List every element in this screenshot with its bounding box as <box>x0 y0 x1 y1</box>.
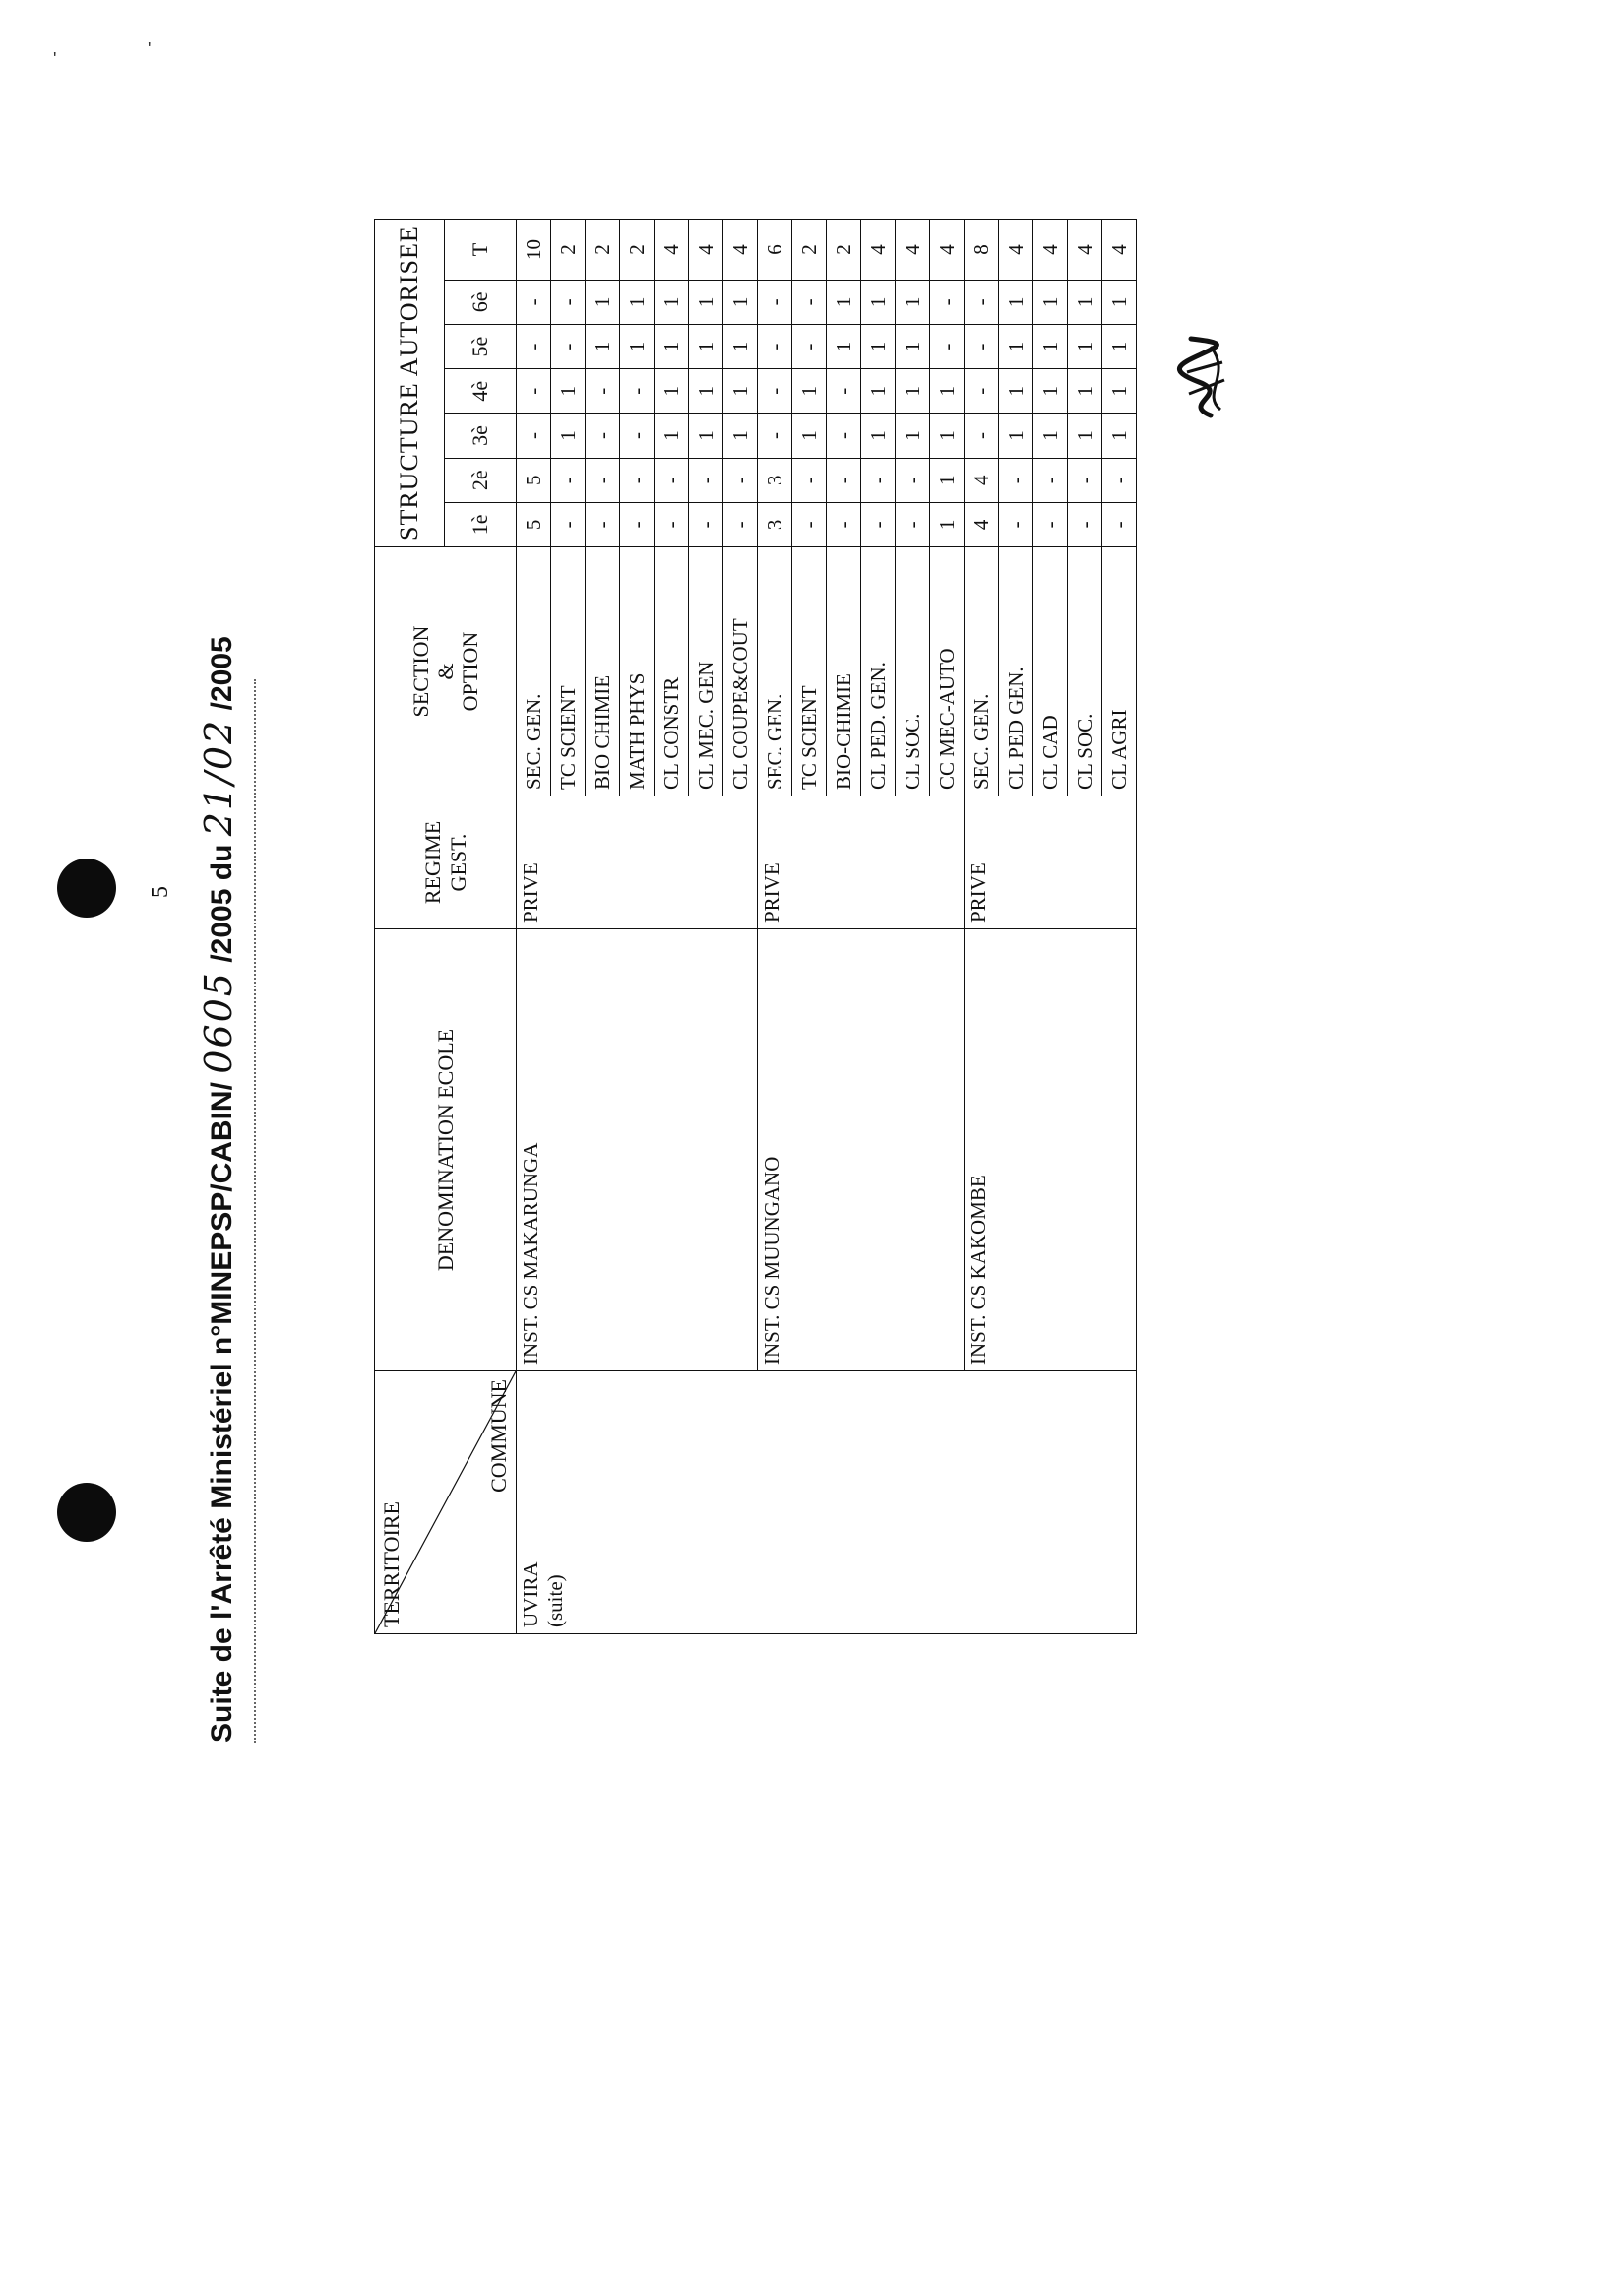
class-count-cell: 1 <box>655 369 689 414</box>
class-count-cell: 1 <box>896 280 930 324</box>
section-option: CC MEC-AUTO <box>930 547 965 796</box>
class-count-cell: 1 <box>999 324 1033 368</box>
class-total-cell: 2 <box>620 220 655 281</box>
class-count-cell: - <box>655 458 689 502</box>
class-count-cell: - <box>551 502 586 546</box>
class-count-cell: - <box>1033 502 1068 546</box>
class-count-cell: 1 <box>620 280 655 324</box>
class-count-cell: - <box>792 280 827 324</box>
class-count-cell: - <box>1068 458 1102 502</box>
class-count-cell: 1 <box>930 502 965 546</box>
class-count-cell: - <box>1102 458 1137 502</box>
territory-note: (suite) <box>543 1574 568 1627</box>
document-title <box>197 636 240 1743</box>
section-option: CL AGRI <box>1102 547 1137 796</box>
class-count-cell: - <box>999 502 1033 546</box>
class-count-cell: 1 <box>551 414 586 458</box>
class-total-cell: 4 <box>1033 220 1068 281</box>
class-count-cell: - <box>827 414 861 458</box>
class-count-cell: 1 <box>1102 369 1137 414</box>
header-class-3: 3è <box>445 414 517 458</box>
class-count-cell: 1 <box>861 414 896 458</box>
class-count-cell: - <box>517 369 551 414</box>
class-total-cell: 4 <box>1068 220 1102 281</box>
class-count-cell: 1 <box>1068 280 1102 324</box>
header-class-4: 4è <box>445 369 517 414</box>
class-count-cell: - <box>965 280 999 324</box>
header-regime <box>375 796 517 929</box>
class-total-cell: 8 <box>965 220 999 281</box>
class-count-cell: 1 <box>655 414 689 458</box>
scan-speck: ' <box>148 39 152 59</box>
class-count-cell: 1 <box>930 414 965 458</box>
class-count-cell: 1 <box>723 369 758 414</box>
school-regime: PRIVE <box>517 796 758 929</box>
title-underline <box>254 679 256 1743</box>
class-total-cell: 4 <box>655 220 689 281</box>
class-total-cell: 4 <box>861 220 896 281</box>
class-count-cell: 1 <box>1033 280 1068 324</box>
section-option: CL PED. GEN. <box>861 547 896 796</box>
class-count-cell: 1 <box>827 280 861 324</box>
class-count-cell: - <box>689 502 723 546</box>
class-count-cell: - <box>620 458 655 502</box>
section-option: CL CAD <box>1033 547 1068 796</box>
class-count-cell: 1 <box>930 369 965 414</box>
header-structure: STRUCTURE AUTORISEE <box>375 220 445 547</box>
punch-hole <box>57 1483 116 1542</box>
title-suffix: /2005 <box>206 636 238 711</box>
title-middle: /2005 du <box>206 844 238 963</box>
class-count-cell: 4 <box>965 502 999 546</box>
section-option: CL COUPE&COUT <box>723 547 758 796</box>
section-option: CL MEC. GEN <box>689 547 723 796</box>
class-count-cell: - <box>758 280 792 324</box>
class-count-cell: 1 <box>792 414 827 458</box>
section-option: SEC. GEN. <box>517 547 551 796</box>
section-option: MATH PHYS <box>620 547 655 796</box>
header-class-5: 5è <box>445 324 517 368</box>
section-option: TC SCIENT <box>551 547 586 796</box>
rotated-page <box>138 20 1358 1890</box>
class-total-cell: 4 <box>896 220 930 281</box>
class-total-cell: 2 <box>792 220 827 281</box>
class-count-cell: - <box>655 502 689 546</box>
class-total-cell: 2 <box>827 220 861 281</box>
header-section <box>375 547 517 796</box>
class-count-cell: 1 <box>930 458 965 502</box>
territory-name: UVIRA <box>519 1561 542 1627</box>
class-total-cell: 2 <box>586 220 620 281</box>
class-count-cell: - <box>551 458 586 502</box>
class-count-cell: 1 <box>689 280 723 324</box>
header-class-6: 6è <box>445 280 517 324</box>
section-option: CL SOC. <box>1068 547 1102 796</box>
header-territoire-commune <box>375 1371 517 1634</box>
class-count-cell: 1 <box>586 324 620 368</box>
class-count-cell: - <box>689 458 723 502</box>
class-count-cell: 3 <box>758 458 792 502</box>
class-count-cell: - <box>586 458 620 502</box>
territory-cell <box>517 1371 1137 1634</box>
class-count-cell: 1 <box>792 369 827 414</box>
class-count-cell: 1 <box>896 414 930 458</box>
class-count-cell: - <box>620 414 655 458</box>
page-number: 5 <box>148 886 173 898</box>
class-count-cell: 3 <box>758 502 792 546</box>
header-row <box>375 220 445 1634</box>
class-count-cell: - <box>551 280 586 324</box>
class-count-cell: 1 <box>655 280 689 324</box>
class-total-cell: 4 <box>689 220 723 281</box>
class-count-cell: 1 <box>1033 369 1068 414</box>
class-count-cell: 1 <box>999 414 1033 458</box>
class-count-cell: - <box>620 502 655 546</box>
class-count-cell: - <box>620 369 655 414</box>
section-option: BIO-CHIMIE <box>827 547 861 796</box>
class-count-cell: 1 <box>1033 324 1068 368</box>
section-option: SEC. GEN. <box>965 547 999 796</box>
school-structure-table <box>374 219 1137 1634</box>
section-option: TC SCIENT <box>792 547 827 796</box>
class-count-cell: - <box>861 458 896 502</box>
class-count-cell: 1 <box>551 369 586 414</box>
class-count-cell: - <box>551 324 586 368</box>
class-count-cell: 1 <box>1033 414 1068 458</box>
class-count-cell: 1 <box>689 414 723 458</box>
class-total-cell: 4 <box>723 220 758 281</box>
class-count-cell: 1 <box>999 369 1033 414</box>
class-count-cell: - <box>517 280 551 324</box>
class-count-cell: 1 <box>723 324 758 368</box>
class-count-cell: 1 <box>1102 324 1137 368</box>
header-denomination: DENOMINATION ECOLE <box>375 929 517 1371</box>
table-body <box>517 220 1137 1634</box>
title-number-handwritten: 0605 <box>197 971 240 1074</box>
class-count-cell: - <box>1102 502 1137 546</box>
class-count-cell: - <box>965 324 999 368</box>
header-section-line3: OPTION <box>458 631 483 712</box>
class-count-cell: - <box>586 502 620 546</box>
class-count-cell: - <box>517 324 551 368</box>
class-count-cell: 1 <box>655 324 689 368</box>
class-count-cell: - <box>723 502 758 546</box>
school-name: INST. CS MAKARUNGA <box>517 929 758 1371</box>
class-count-cell: - <box>965 414 999 458</box>
class-total-cell: 6 <box>758 220 792 281</box>
class-count-cell: 4 <box>965 458 999 502</box>
punch-hole <box>57 859 116 918</box>
header-class-1: 1è <box>445 502 517 546</box>
class-count-cell: - <box>827 502 861 546</box>
class-count-cell: 1 <box>1102 414 1137 458</box>
section-option: BIO CHIMIE <box>586 547 620 796</box>
header-regime-line1: REGIME <box>420 820 446 905</box>
header-commune: COMMUNE <box>486 1379 511 1493</box>
class-count-cell: - <box>758 414 792 458</box>
class-count-cell: 5 <box>517 458 551 502</box>
class-count-cell: 1 <box>689 324 723 368</box>
section-option: CL SOC. <box>896 547 930 796</box>
class-count-cell: 1 <box>896 369 930 414</box>
class-count-cell: - <box>1033 458 1068 502</box>
class-count-cell: 1 <box>1068 324 1102 368</box>
class-count-cell: - <box>896 458 930 502</box>
class-total-cell: 10 <box>517 220 551 281</box>
title-date-handwritten: 21/02 <box>197 718 240 837</box>
class-count-cell: - <box>758 369 792 414</box>
title-prefix: Suite de l'Arrêté Ministériel n°MINEPSP/CABIN/ <box>206 1082 238 1743</box>
class-count-cell: 1 <box>1068 414 1102 458</box>
class-count-cell: 1 <box>689 369 723 414</box>
class-count-cell: 1 <box>999 280 1033 324</box>
section-option: CL PED GEN. <box>999 547 1033 796</box>
class-count-cell: - <box>586 369 620 414</box>
class-count-cell: - <box>1068 502 1102 546</box>
class-total-cell: 4 <box>999 220 1033 281</box>
section-option: SEC. GEN. <box>758 547 792 796</box>
class-count-cell: 1 <box>620 324 655 368</box>
class-count-cell: - <box>861 502 896 546</box>
class-count-cell: - <box>792 458 827 502</box>
school-name: INST. CS MUUNGANO <box>758 929 965 1371</box>
section-option: CL CONSTR <box>655 547 689 796</box>
class-count-cell: - <box>517 414 551 458</box>
class-count-cell: - <box>827 369 861 414</box>
class-count-cell: - <box>896 502 930 546</box>
class-count-cell: 1 <box>723 280 758 324</box>
header-territoire: TERRITOIRE <box>379 1501 404 1627</box>
class-count-cell: - <box>965 369 999 414</box>
header-class-2: 2è <box>445 458 517 502</box>
class-total-cell: 4 <box>1102 220 1137 281</box>
class-count-cell: - <box>827 458 861 502</box>
class-count-cell: 1 <box>1102 280 1137 324</box>
class-count-cell: - <box>586 414 620 458</box>
class-count-cell: 1 <box>723 414 758 458</box>
class-count-cell: - <box>930 324 965 368</box>
class-count-cell: 1 <box>827 324 861 368</box>
school-regime: PRIVE <box>758 796 965 929</box>
class-count-cell: 1 <box>861 369 896 414</box>
class-count-cell: - <box>999 458 1033 502</box>
header-section-line2: & <box>432 663 458 680</box>
class-count-cell: - <box>792 324 827 368</box>
class-count-cell: 1 <box>1068 369 1102 414</box>
school-regime: PRIVE <box>965 796 1137 929</box>
class-count-cell: - <box>930 280 965 324</box>
header-class-total: T <box>445 220 517 281</box>
class-count-cell: - <box>792 502 827 546</box>
class-count-cell: 1 <box>861 280 896 324</box>
class-count-cell: - <box>723 458 758 502</box>
header-regime-line2: GEST. <box>445 833 470 892</box>
table-row <box>517 220 551 1634</box>
handwritten-signature <box>1171 335 1240 423</box>
school-name: INST. CS KAKOMBE <box>965 929 1137 1371</box>
class-count-cell: - <box>758 324 792 368</box>
class-count-cell: 1 <box>861 324 896 368</box>
header-section-line1: SECTION <box>407 625 433 718</box>
class-total-cell: 2 <box>551 220 586 281</box>
class-total-cell: 4 <box>930 220 965 281</box>
class-count-cell: 5 <box>517 502 551 546</box>
class-count-cell: 1 <box>896 324 930 368</box>
class-count-cell: 1 <box>586 280 620 324</box>
scan-speck: ' <box>53 49 57 69</box>
